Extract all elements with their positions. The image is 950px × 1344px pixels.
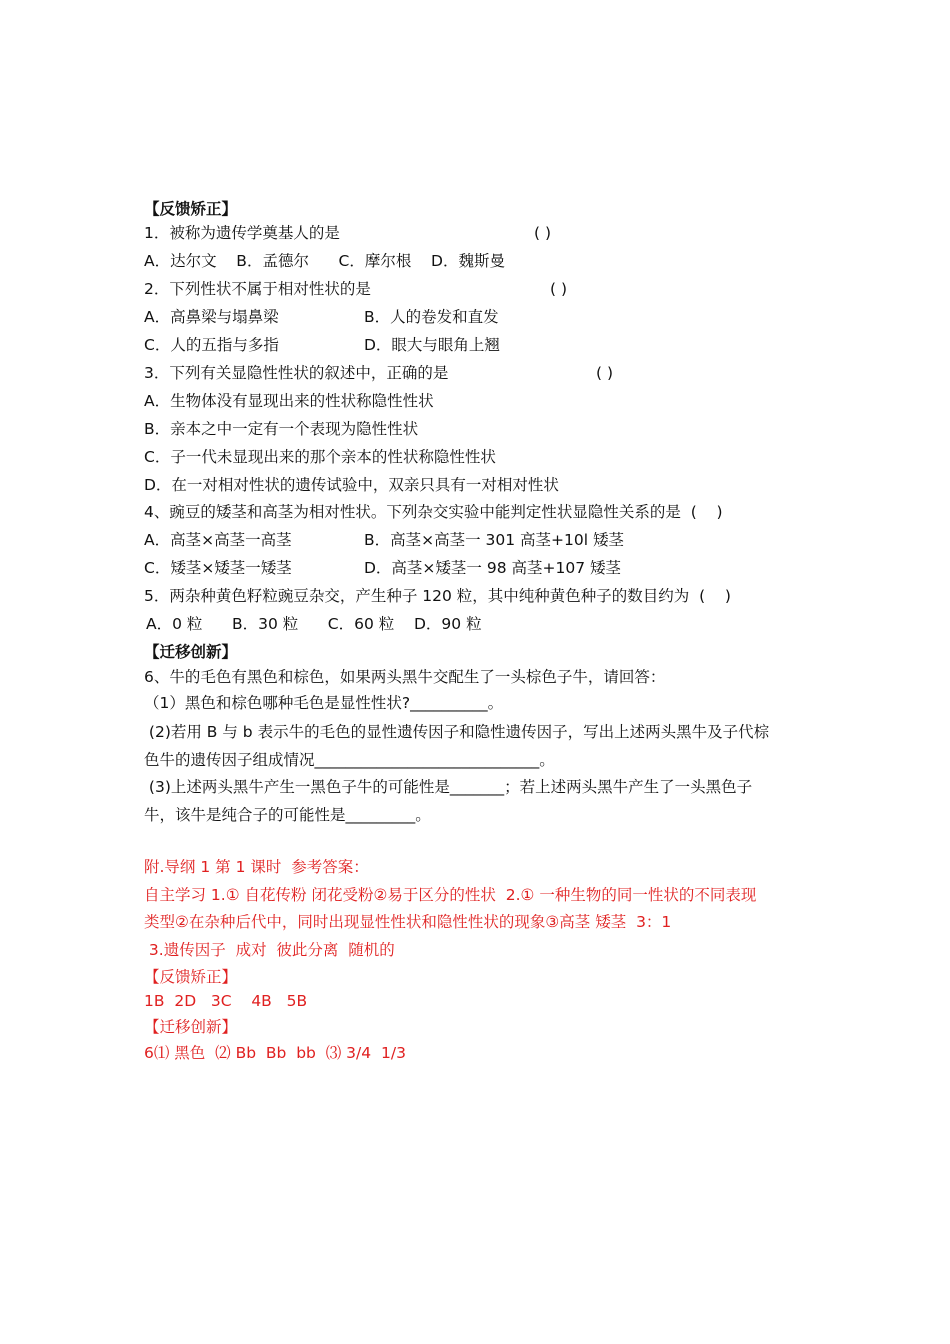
q2-option-c: C．人的五指与多指 bbox=[144, 336, 279, 354]
q2-answer-paren: ( ) bbox=[550, 280, 568, 298]
q6-part1: （1）黑色和棕色哪种毛色是显性性状?__________。 bbox=[144, 694, 504, 712]
q3-option-b: B．亲本之中一定有一个表现为隐性性状 bbox=[144, 420, 419, 438]
q1-options: A．达尔文 B．孟德尔 C．摩尔根 D．魏斯曼 bbox=[144, 252, 505, 270]
q1-answer-paren: ( ) bbox=[534, 224, 552, 242]
q4-option-d: D．高茎×矮茎一 98 高茎+107 矮茎 bbox=[364, 559, 621, 577]
q3-option-a: A．生物体没有显现出来的性状称隐性性状 bbox=[144, 392, 434, 410]
q6-part2-line2: 色牛的遗传因子组成情况_____________________________。 bbox=[144, 751, 555, 769]
answers-title: 附.导纲 1 第 1 课时 参考答案： bbox=[144, 858, 369, 876]
q6-part3-line2: 牛，该牛是纯合子的可能性是_________。 bbox=[144, 806, 431, 824]
answers-transfer: 6⑴ 黑色 ⑵ Bb Bb bb ⑶ 3/4 1/3 bbox=[144, 1044, 406, 1062]
answers-self-study-line2: 类型②在杂种后代中，同时出现显性性状和隐性性状的现象③高茎 矮茎 3：1 bbox=[144, 913, 672, 931]
q4-stem: 4、豌豆的矮茎和高茎为相对性状。下列杂交实验中能判定性状显隐性关系的是 ( ) bbox=[144, 503, 723, 521]
q3-option-d: D．在一对相对性状的遗传试验中，双亲只具有一对相对性状 bbox=[144, 476, 559, 494]
answers-self-study-line1: 自主学习 1.① 自花传粉 闭花受粉②易于区分的性状 2.① 一种生物的同一性状的不同表现 bbox=[144, 886, 757, 904]
q6-stem: 6、牛的毛色有黑色和棕色，如果两头黑牛交配生了一头棕色子牛，请回答： bbox=[144, 668, 666, 686]
q4-option-c: C．矮茎×矮茎一矮茎 bbox=[144, 559, 292, 577]
q2-option-b: B．人的卷发和直发 bbox=[364, 308, 499, 326]
q4-option-a: A．高茎×高茎一高茎 bbox=[144, 531, 292, 549]
answers-self-study-line3: 3.遗传因子 成对 彼此分离 随机的 bbox=[144, 941, 395, 959]
q5-stem: 5．两杂种黄色籽粒豌豆杂交，产生种子 120 粒，其中纯种黄色种子的数目约为 ( ) bbox=[144, 587, 731, 605]
q2-option-a: A．高鼻梁与塌鼻梁 bbox=[144, 308, 279, 326]
answers-feedback-heading: 【反馈矫正】 bbox=[144, 968, 238, 986]
q5-options: A．0 粒 B．30 粒 C．60 粒 D．90 粒 bbox=[146, 615, 482, 633]
feedback-heading: 【反馈矫正】 bbox=[144, 200, 238, 218]
q3-option-c: C．子一代未显现出来的那个亲本的性状称隐性性状 bbox=[144, 448, 496, 466]
q2-stem: 2．下列性状不属于相对性状的是 bbox=[144, 280, 371, 298]
q3-answer-paren: ( ) bbox=[596, 364, 614, 382]
q1-stem: 1．被称为遗传学奠基人的是 bbox=[144, 224, 340, 242]
answers-transfer-heading: 【迁移创新】 bbox=[144, 1018, 238, 1036]
q3-stem: 3．下列有关显隐性性状的叙述中，正确的是 bbox=[144, 364, 449, 382]
q2-option-d: D．眼大与眼角上翘 bbox=[364, 336, 500, 354]
transfer-heading: 【迁移创新】 bbox=[144, 643, 238, 661]
answers-feedback: 1B 2D 3C 4B 5B bbox=[144, 992, 308, 1010]
q4-option-b: B．高茎×高茎一 301 高茎+10l 矮茎 bbox=[364, 531, 625, 549]
q6-part2-line1: (2)若用 B 与 b 表示牛的毛色的显性遗传因子和隐性遗传因子，写出上述两头黑牛及子代棕 bbox=[144, 723, 770, 741]
q6-part3-line1: (3)上述两头黑牛产生一黑色子牛的可能性是_______；若上述两头黑牛产生了一头黑色子 bbox=[144, 778, 753, 796]
